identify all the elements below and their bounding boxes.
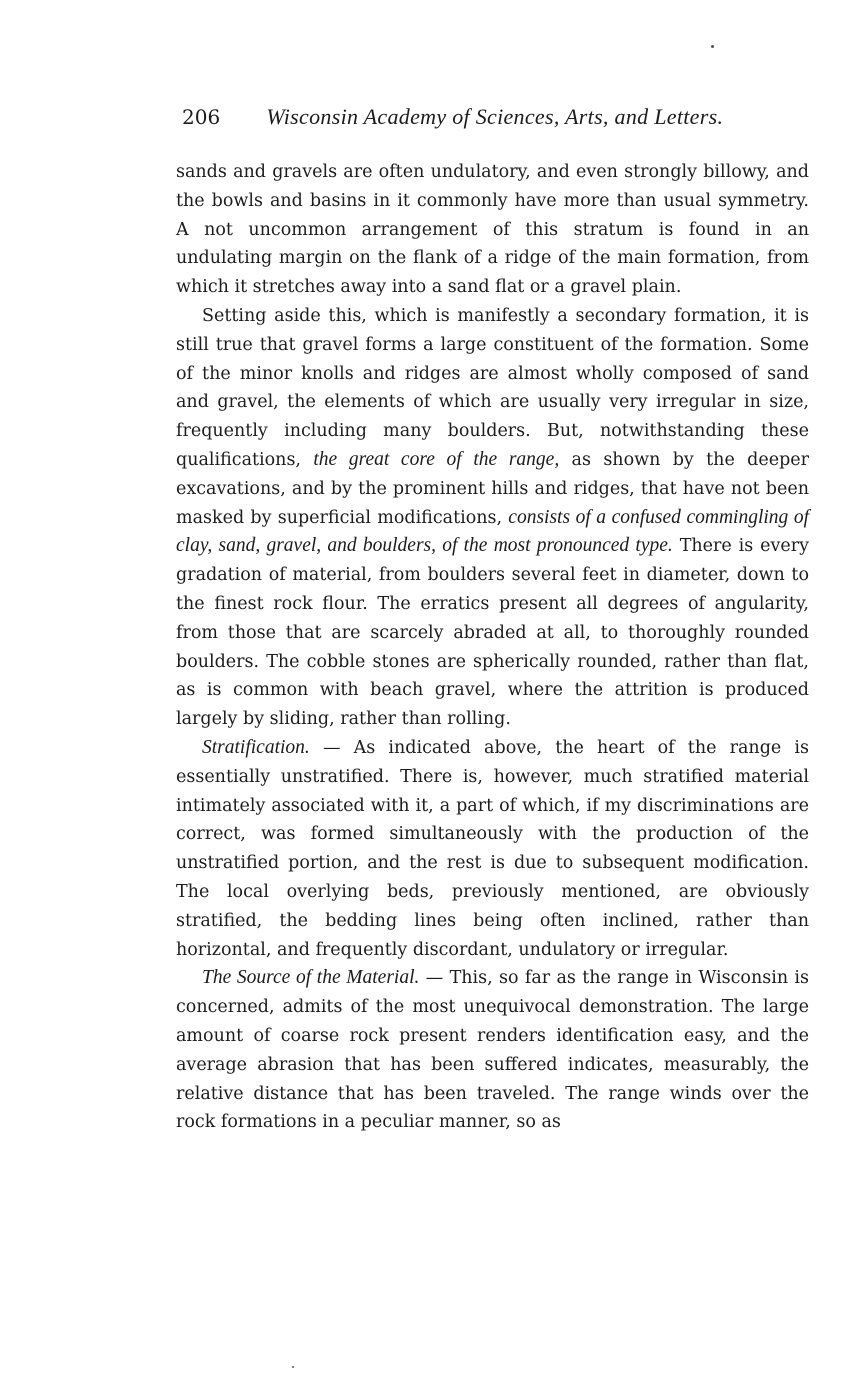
paragraph-1-text: sands and gravels are often undulatory, and even strongly billowy, and the bowls and basins in it commonly have more than usual symmetry. A not uncommon arrangement of this stratum is found in an undulating margin on the flank of a ridge of the main formation, from which it stretches away into a sand flat or a gravel plain. [176, 162, 809, 298]
paragraph-1 [176, 158, 809, 302]
paragraph-2-text-b: as shown by the deeper excavations, and by the prominent hills and ridges, that have not been masked by superficial modifications, [176, 449, 809, 528]
running-title: Wisconsin Academy of Sciences, Arts, and Letters. [266, 104, 724, 129]
paragraph-2-text-c: There is every gradation of material, from boulders several feet in diameter, down to the finest rock flour. The erratics present all degrees of angularity, from those that are scarcely abraded at all, to thoroughly rounded boulders. The cobble stones are spherically rounded, rather than flat, as is common with beach gravel, where the attrition is produced largely by sliding, rather than rolling. [176, 536, 809, 730]
paragraph-4-text: — This, so far as the range in Wisconsin is concerned, admits of the most unequivocal demonstration. The large amount of coarse rock present renders identification easy, and the average abrasion that has been suffered indicates, measurably, the relative distance that has been traveled. The range winds over the rock formations in a peculiar manner, so as [176, 968, 810, 1133]
paragraph-2-italic-b: consists of a confused commingling of clay, sand, gravel, and boulders, of the most pronounced type. [176, 506, 810, 557]
paragraph-4 [176, 964, 809, 1137]
paragraph-2 [176, 302, 809, 734]
paragraph-3-text: — As indicated above, the heart of the range is essentially unstratified. There is, however, much stratified material intimately associated with it, a part of which, if my discriminations are correct, was formed simultaneously with the production of the unstratified portion, and the rest is due to subsequent modification. The local overlying beds, previously mentioned, are obviously stratified, the bedding lines being often inclined, rather than horizontal, and frequently discordant, undulatory or irregular. [176, 737, 809, 960]
paragraph-2-text-a: Setting aside this, which is manifestly a secondary formation, it is still true that gravel forms a large constituent of the formation. Some of the minor knolls and ridges are almost wholly composed of sand and gravel, the elements of which are usually very irregular in size, frequently including many boulders. But, notwithstanding these qualifications, [176, 305, 809, 470]
section-heading-stratification: Stratification. [202, 736, 310, 758]
scan-speck [292, 1366, 294, 1368]
section-heading-source: The Source of the Material. [202, 967, 420, 989]
page-number: 206 [182, 105, 221, 129]
page-header [182, 100, 762, 134]
body-text [176, 158, 809, 1137]
scan-speck [711, 45, 714, 48]
paragraph-3 [176, 734, 809, 964]
paragraph-2-italic-a: the great core of the range, [313, 448, 560, 470]
